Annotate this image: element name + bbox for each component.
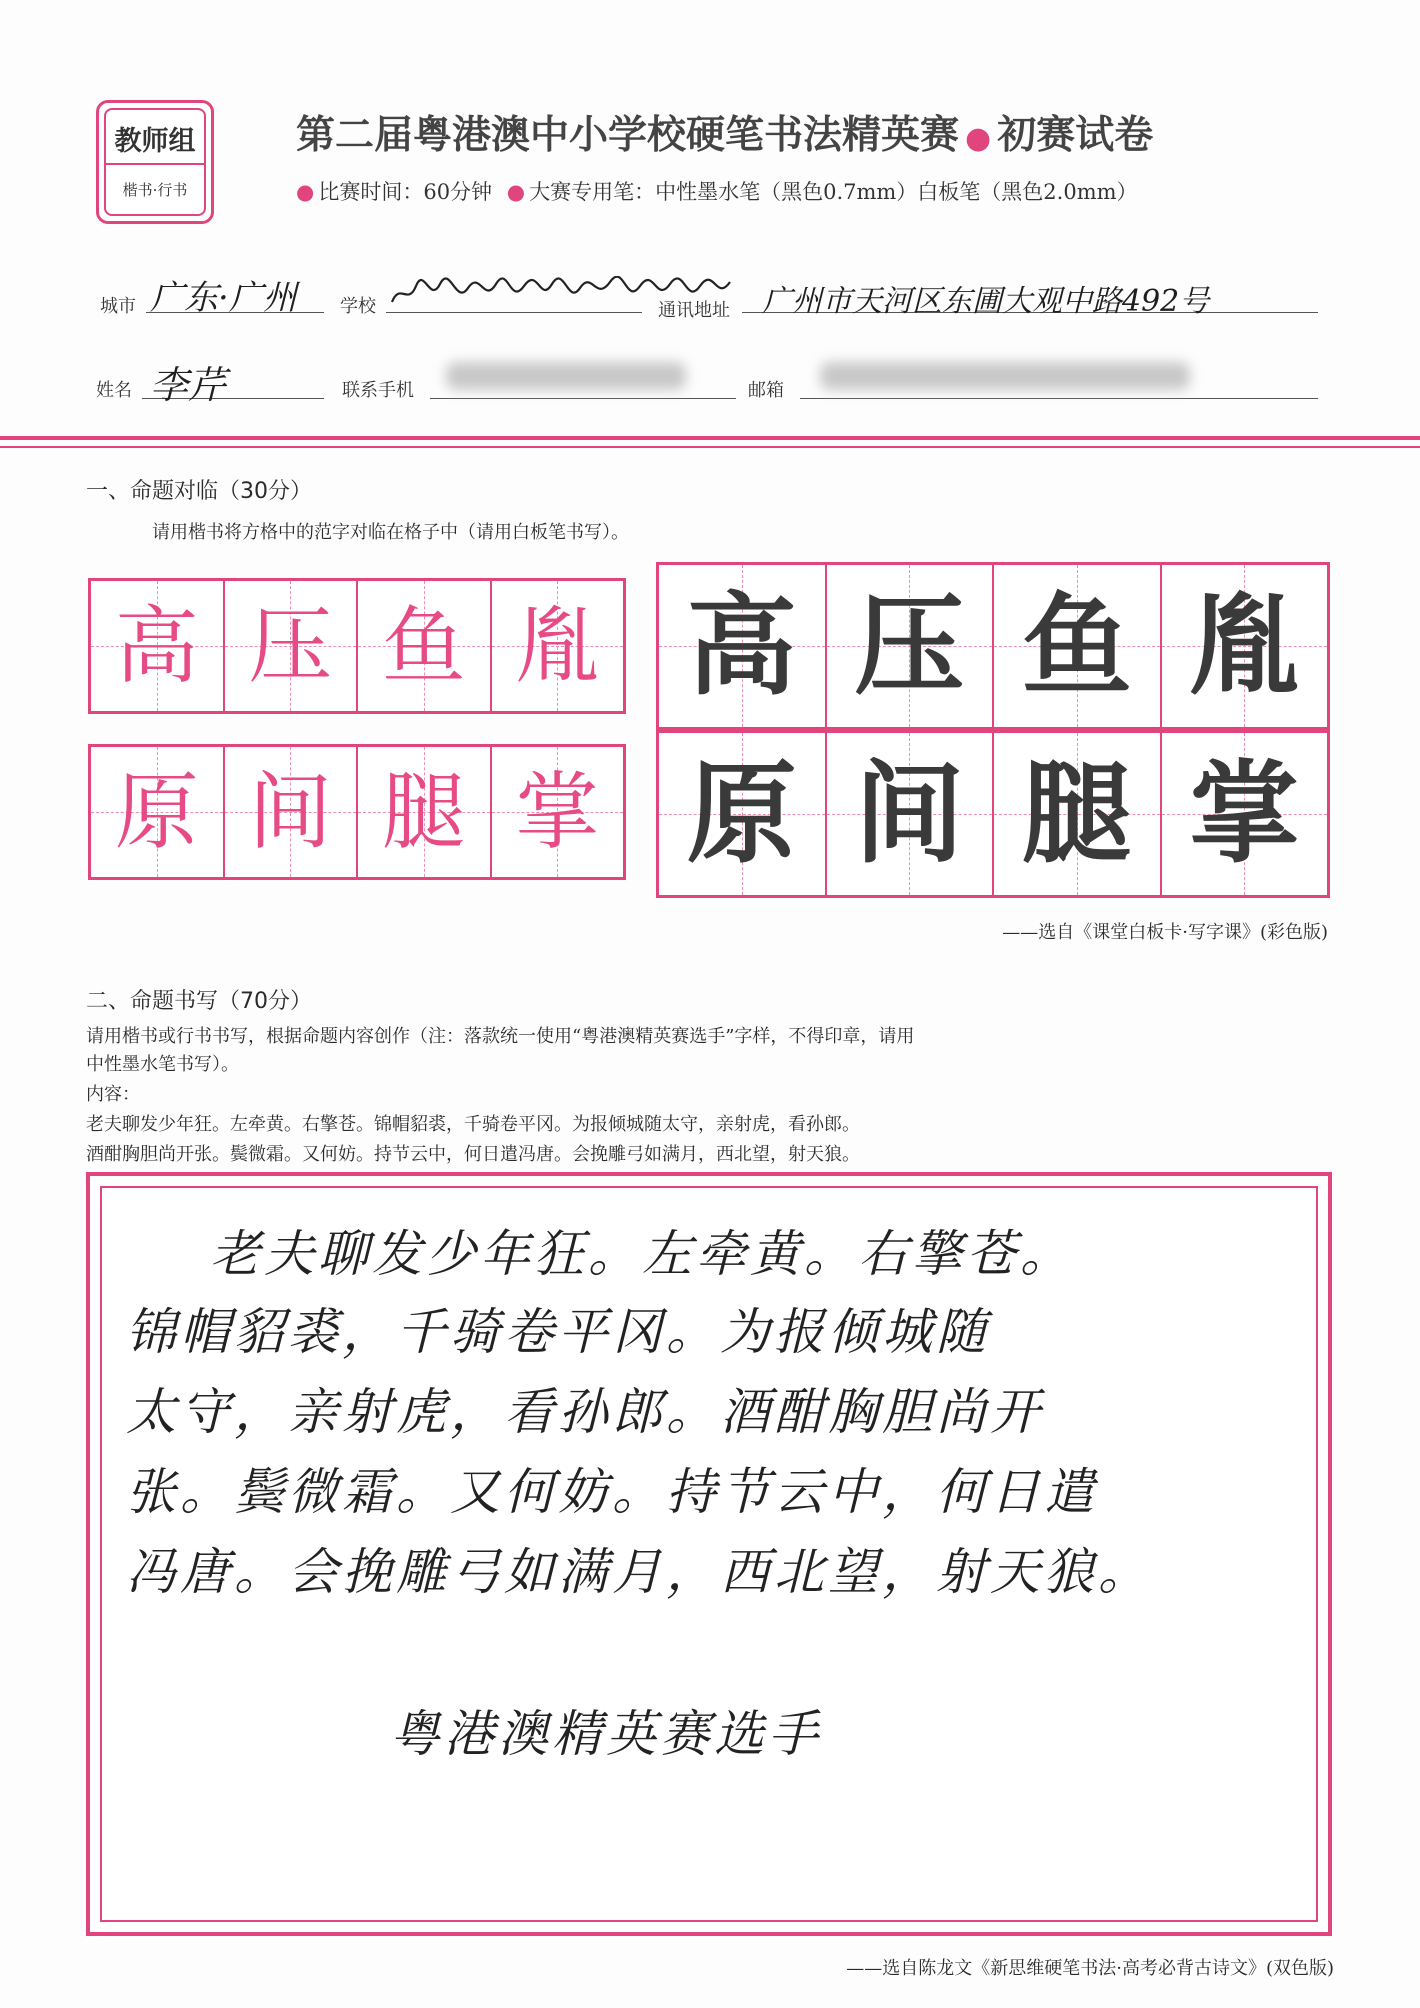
section2-source: ——选自陈龙文《新思维硬笔书法·高考必背古诗文》(双色版) (846, 1958, 1334, 1979)
bullet-dot-icon: ● (506, 180, 526, 204)
handwriting-line-3: 太守，亲射虎，看孙郎。酒酣胸胆尚开 (126, 1383, 1044, 1441)
content-label: 内容： (86, 1084, 140, 1105)
section1-source: ——选自《课堂白板卡·写字课》(彩色版) (1002, 922, 1328, 943)
section2-instruction-line2: 中性墨水笔书写）。 (86, 1054, 239, 1075)
model-char: 高 (114, 597, 199, 695)
bullet-dot-icon: ● (296, 180, 315, 204)
badge-divider (105, 163, 205, 165)
group-badge (96, 100, 214, 224)
practice-char: 间 (854, 750, 965, 878)
handwriting-line-1: 老夫聊发少年狂。左牵黄。右擎苍。 (210, 1225, 1074, 1283)
page-title-main: 第二届粤港澳中小学校硬笔书法精英赛 (296, 113, 960, 158)
school-underline (386, 312, 642, 313)
practice-char: 掌 (1189, 750, 1300, 878)
practice-char: 原 (686, 750, 797, 878)
header-divider-thin (0, 446, 1420, 448)
practice-cell[interactable] (993, 732, 1161, 896)
handwriting-line-5: 冯唐。会挽雕弓如满月，西北望，射天狼。 (126, 1543, 1152, 1601)
practice-cell[interactable] (1161, 732, 1329, 896)
model-char: 间 (248, 763, 333, 861)
handwriting-line-4: 张。鬓微霜。又何妨。持节云中，何日遣 (126, 1463, 1098, 1521)
writing-area[interactable] (86, 1172, 1332, 1936)
model-char: 胤 (515, 597, 600, 695)
practice-char: 鱼 (1021, 582, 1132, 710)
practice-cell[interactable] (658, 732, 826, 896)
phone-underline (430, 398, 736, 399)
exam-pens: 大赛专用笔：中性墨水笔（黑色0.7mm）白板笔（黑色2.0mm） (529, 180, 1138, 204)
model-grid-row2 (88, 744, 626, 880)
header-divider (0, 436, 1420, 440)
model-char: 鱼 (381, 597, 466, 695)
model-cell (491, 580, 625, 712)
model-cell (90, 746, 224, 878)
model-cell (224, 746, 358, 878)
model-char: 原 (114, 763, 199, 861)
practice-char: 胤 (1189, 582, 1300, 710)
practice-grid-row2[interactable] (656, 730, 1330, 898)
address-value[interactable]: 广州市天河区东圃大观中路492号 (762, 284, 1210, 319)
model-cell (90, 580, 224, 712)
practice-cell[interactable] (1161, 564, 1329, 728)
model-grid-row1 (88, 578, 626, 714)
email-label: 邮箱 (748, 380, 784, 401)
city-label: 城市 (100, 296, 136, 317)
section1-heading: 一、命题对临（30分） (86, 479, 312, 504)
content-line1: 老夫聊发少年狂。左牵黄。右擎苍。锦帽貂裘，千骑卷平冈。为报倾城随太守，亲射虎，看孙郎。 (86, 1114, 860, 1135)
handwriting-line-2: 锦帽貂裘，千骑卷平冈。为报倾城随 (126, 1303, 990, 1361)
section2-instruction-line1: 请用楷书或行书书写，根据命题内容创作（注：落款统一使用“粤港澳精英赛选手”字样，不得印章，请用 (86, 1026, 915, 1047)
exam-info (296, 176, 1138, 206)
model-cell (357, 746, 491, 878)
model-cell (491, 746, 625, 878)
practice-cell[interactable] (658, 564, 826, 728)
phone-value-blurred[interactable] (446, 362, 686, 390)
model-char: 腿 (381, 763, 466, 861)
bullet-dot-icon: ● (965, 121, 992, 156)
model-cell (357, 580, 491, 712)
practice-cell[interactable] (993, 564, 1161, 728)
badge-subtitle: 楷书·行书 (122, 181, 188, 199)
practice-cell[interactable] (826, 564, 994, 728)
school-label: 学校 (340, 296, 376, 317)
email-underline (800, 398, 1318, 399)
practice-char: 压 (854, 582, 965, 710)
badge-title: 教师组 (114, 126, 196, 157)
model-char: 压 (248, 597, 333, 695)
name-value[interactable]: 李芹 (150, 363, 227, 407)
practice-cell[interactable] (826, 732, 994, 896)
practice-char: 高 (686, 582, 797, 710)
page-title-suffix: 初赛试卷 (997, 113, 1154, 158)
content-line2: 酒酣胸胆尚开张。鬓微霜。又何妨。持节云中，何日遣冯唐。会挽雕弓如满月，西北望，射天狼。 (86, 1144, 860, 1165)
name-label: 姓名 (96, 380, 132, 401)
model-char: 掌 (515, 763, 600, 861)
section1-instruction: 请用楷书将方格中的范字对临在格子中（请用白板笔书写）。 (152, 522, 629, 543)
email-value-blurred[interactable] (820, 362, 1190, 390)
practice-grid-row1[interactable] (656, 562, 1330, 730)
exam-time: 比赛时间：60分钟 (318, 180, 493, 204)
phone-label: 联系手机 (342, 380, 414, 401)
city-value[interactable]: 广东·广州 (150, 278, 297, 318)
page-title (296, 104, 1153, 160)
model-cell (224, 580, 358, 712)
address-label: 通讯地址 (658, 300, 730, 321)
section2-heading: 二、命题书写（70分） (86, 989, 312, 1014)
handwriting-signature: 粤港澳精英赛选手 (390, 1705, 822, 1763)
practice-char: 腿 (1021, 750, 1132, 878)
